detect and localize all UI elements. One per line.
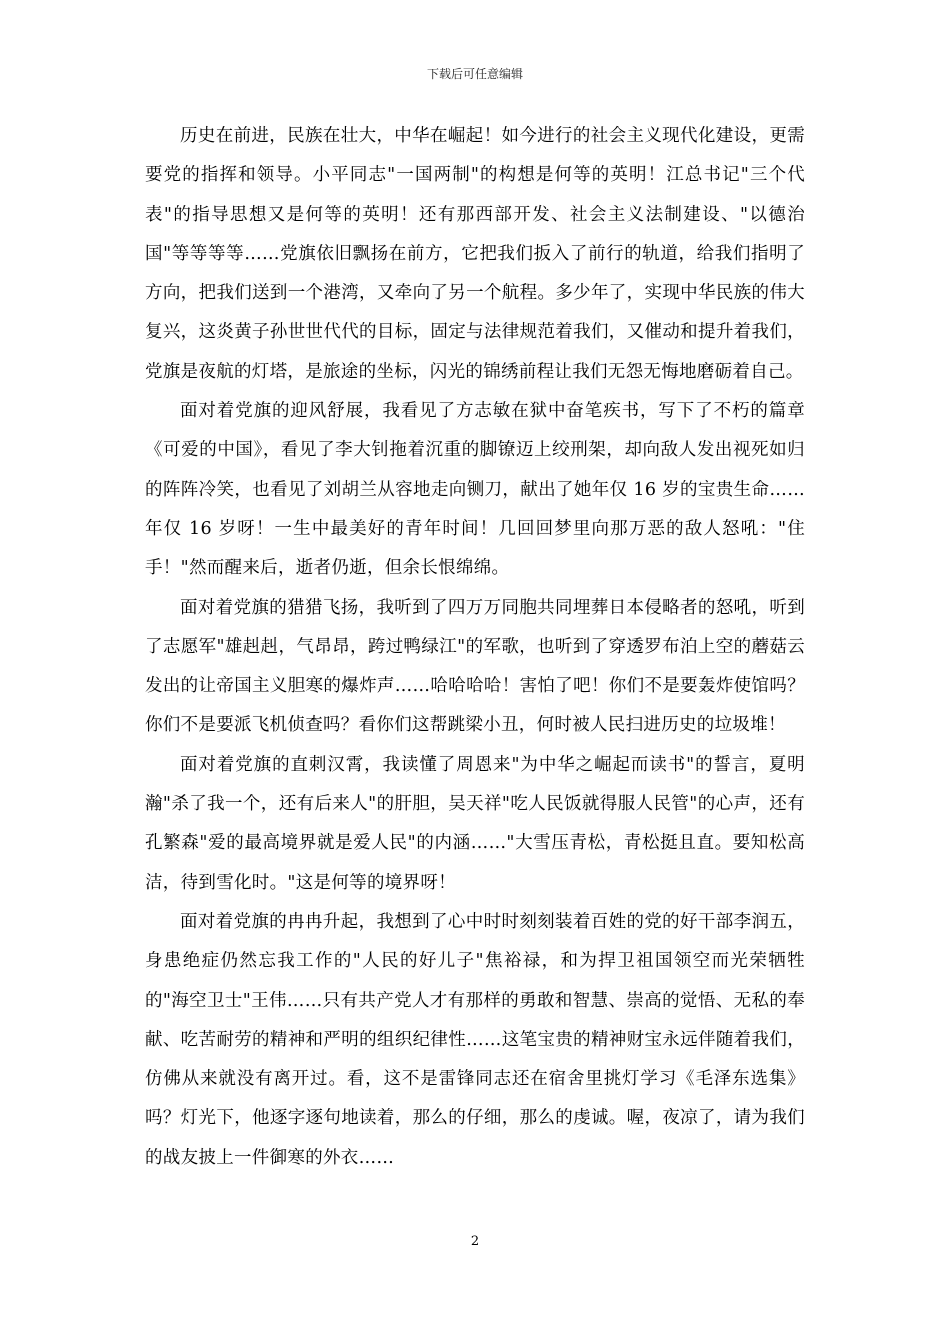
paragraph-history: 历史在前进，民族在壮大，中华在崛起！如今进行的社会主义现代化建设，更需要党的指挥和领导。小平同志"一国两制"的构想是何等的英明！江总书记"三个代表"的指导思想又是何等的英明！还有那西部开发、社会主义法制建设、"以德治国"等等等等……党旗依旧飘扬在前方，它把我们扳入了前行的轨道，给我们指明了方向，把我们送到一个港湾，又牵向了另一个航程。多少年了，实现中华民族的伟大复兴，这炎黄子孙世世代代的目标，固定与法律规范着我们，又催动和提升着我们，党旗是夜航的灯塔，是旅途的坐标，闪光的锦绣前程让我们无怨无悔地磨砺着自己。 [145,126,805,382]
document-body [145,117,805,1178]
paragraph-martyrs: 面对着党旗的迎风舒展，我看见了方志敏在狱中奋笔疾书，写下了不朽的篇章《可爱的中国》，看见了李大钊拖着沉重的脚镣迈上绞刑架，却向敌人发出视死如归的阵阵冷笑，也看见了刘胡兰从容地走向铡刀，献出了她年仅 16 岁的宝贵生命……年仅 16 岁呀！一生中最美好的青年时间！几回回梦里向那万恶的敌人怒吼："住手！"然而醒来后，逝者仍逝，但余长恨绵绵。 [145,401,805,579]
paragraph-victories: 面对着党旗的猎猎飞扬，我听到了四万万同胞共同埋葬日本侵略者的怒吼，听到了志愿军"雄赳赳，气昂昂，跨过鸭绿江"的军歌，也听到了穿透罗布泊上空的蘑菇云发出的让帝国主义胆寒的爆炸声……哈哈哈哈！害怕了吧！你们不是要轰炸使馆吗？你们不是要派飞机侦查吗？看你们这帮跳梁小丑，何时被人民扫进历史的垃圾堆！ [145,597,805,736]
page-number: 2 [470,1234,480,1249]
page-header: 下载后可任意编辑 [426,67,523,81]
paragraph-role-models: 面对着党旗的冉冉升起，我想到了心中时时刻刻装着百姓的党的好干部李润五，身患绝症仍然忘我工作的"人民的好儿子"焦裕禄，和为捍卫祖国领空而光荣牺牲的"海空卫士"王伟……只有共产党人才有那样的勇敢和智慧、崇高的觉悟、无私的奉献、吃苦耐劳的精神和严明的组织纪律性……这笔宝贵的精神财宝永远伴随着我们，仿佛从来就没有离开过。看，这不是雷锋同志还在宿舍里挑灯学习《毛泽东选集》吗？灯光下，他逐字逐句地读着，那么的仔细，那么的虔诚。喔，夜凉了，请为我们的战友披上一件御寒的外衣…… [145,911,805,1168]
paragraph-oaths: 面对着党旗的直刺汉霄，我读懂了周恩来"为中华之崛起而读书"的誓言，夏明瀚"杀了我一个，还有后来人"的肝胆，吴天祥"吃人民饭就得服人民管"的心声，还有孔繁森"爱的最高境界就是爱人民"的内涵……"大雪压青松，青松挺且直。要知松高洁，待到雪化时。"这是何等的境界呀！ [145,754,805,893]
